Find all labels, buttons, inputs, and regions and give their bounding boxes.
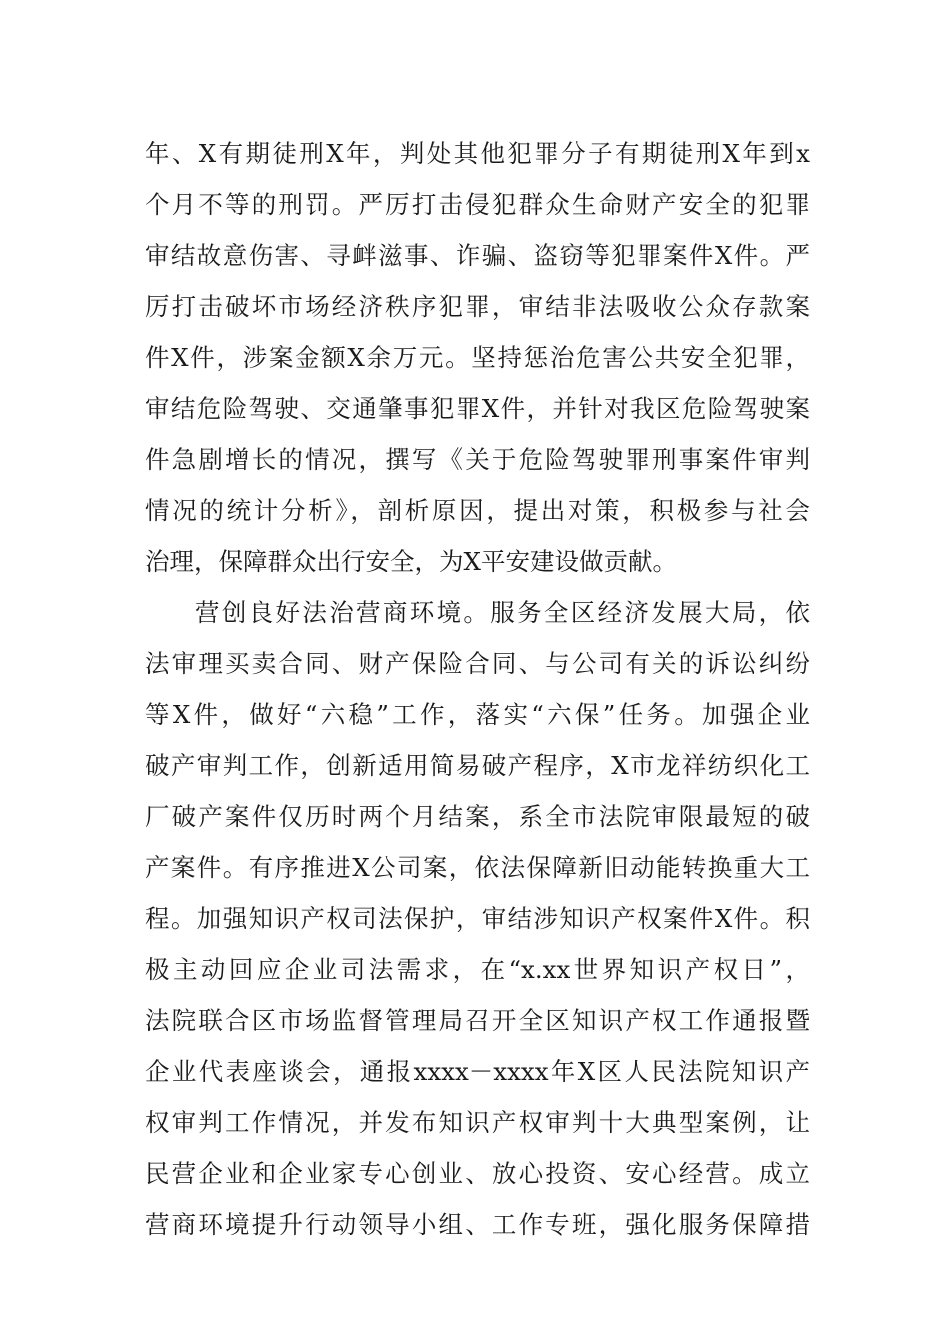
- text-line: 情况的统计分析》，剖析原因，提出对策，积极参与社会: [145, 496, 810, 525]
- text-line: 程。加强知识产权司法保护，审结涉知识产权案件X件。积: [145, 904, 810, 933]
- text-line: 营商环境提升行动领导小组、工作专班，强化服务保障措: [145, 1210, 810, 1239]
- text-line: 法院联合区市场监督管理局召开全区知识产权工作通报暨: [145, 1006, 810, 1035]
- text-line: 破产审判工作，创新适用简易破产程序，X市龙祥纺织化工: [145, 751, 810, 780]
- text-line: 审结故意伤害、寻衅滋事、诈骗、盗窃等犯罪案件X件。严: [145, 241, 810, 270]
- body-text: [145, 128, 810, 1250]
- text-line: 企业代表座谈会，通报xxxx－xxxx年X区人民法院知识产: [145, 1057, 810, 1086]
- text-line: 个月不等的刑罚。严厉打击侵犯群众生命财产安全的犯罪: [145, 190, 810, 219]
- text-line: 极主动回应企业司法需求，在“x.xx世界知识产权日”，: [145, 955, 810, 984]
- text-line: 件急剧增长的情况，撰写《关于危险驾驶罪刑事案件审判: [145, 445, 810, 474]
- text-line: 厉打击破坏市场经济秩序犯罪，审结非法吸收公众存款案: [145, 292, 810, 321]
- paragraph-end-line: 治理，保障群众出行安全，为X平安建设做贡献。: [145, 547, 677, 576]
- text-line: 厂破产案件仅历时两个月结案，系全市法院审限最短的破: [145, 802, 810, 831]
- text-line: 产案件。有序推进X公司案，依法保障新旧动能转换重大工: [145, 853, 810, 882]
- text-line: 年、X有期徒刑X年，判处其他犯罪分子有期徒刑X年到x: [145, 139, 810, 168]
- paragraph-start-line: 营创良好法治营商环境。服务全区经济发展大局，依: [195, 598, 810, 627]
- text-line: 民营企业和企业家专心创业、放心投资、安心经营。成立: [145, 1159, 810, 1188]
- text-line: 法审理买卖合同、财产保险合同、与公司有关的诉讼纠纷: [145, 649, 810, 678]
- text-line: 等X件，做好“六稳”工作，落实“六保”任务。加强企业: [145, 700, 810, 729]
- text-line: 件X件，涉案金额X余万元。坚持惩治危害公共安全犯罪，: [145, 343, 810, 372]
- text-line: 权审判工作情况，并发布知识产权审判十大典型案例，让: [145, 1108, 810, 1137]
- text-line: 审结危险驾驶、交通肇事犯罪X件，并针对我区危险驾驶案: [145, 394, 810, 423]
